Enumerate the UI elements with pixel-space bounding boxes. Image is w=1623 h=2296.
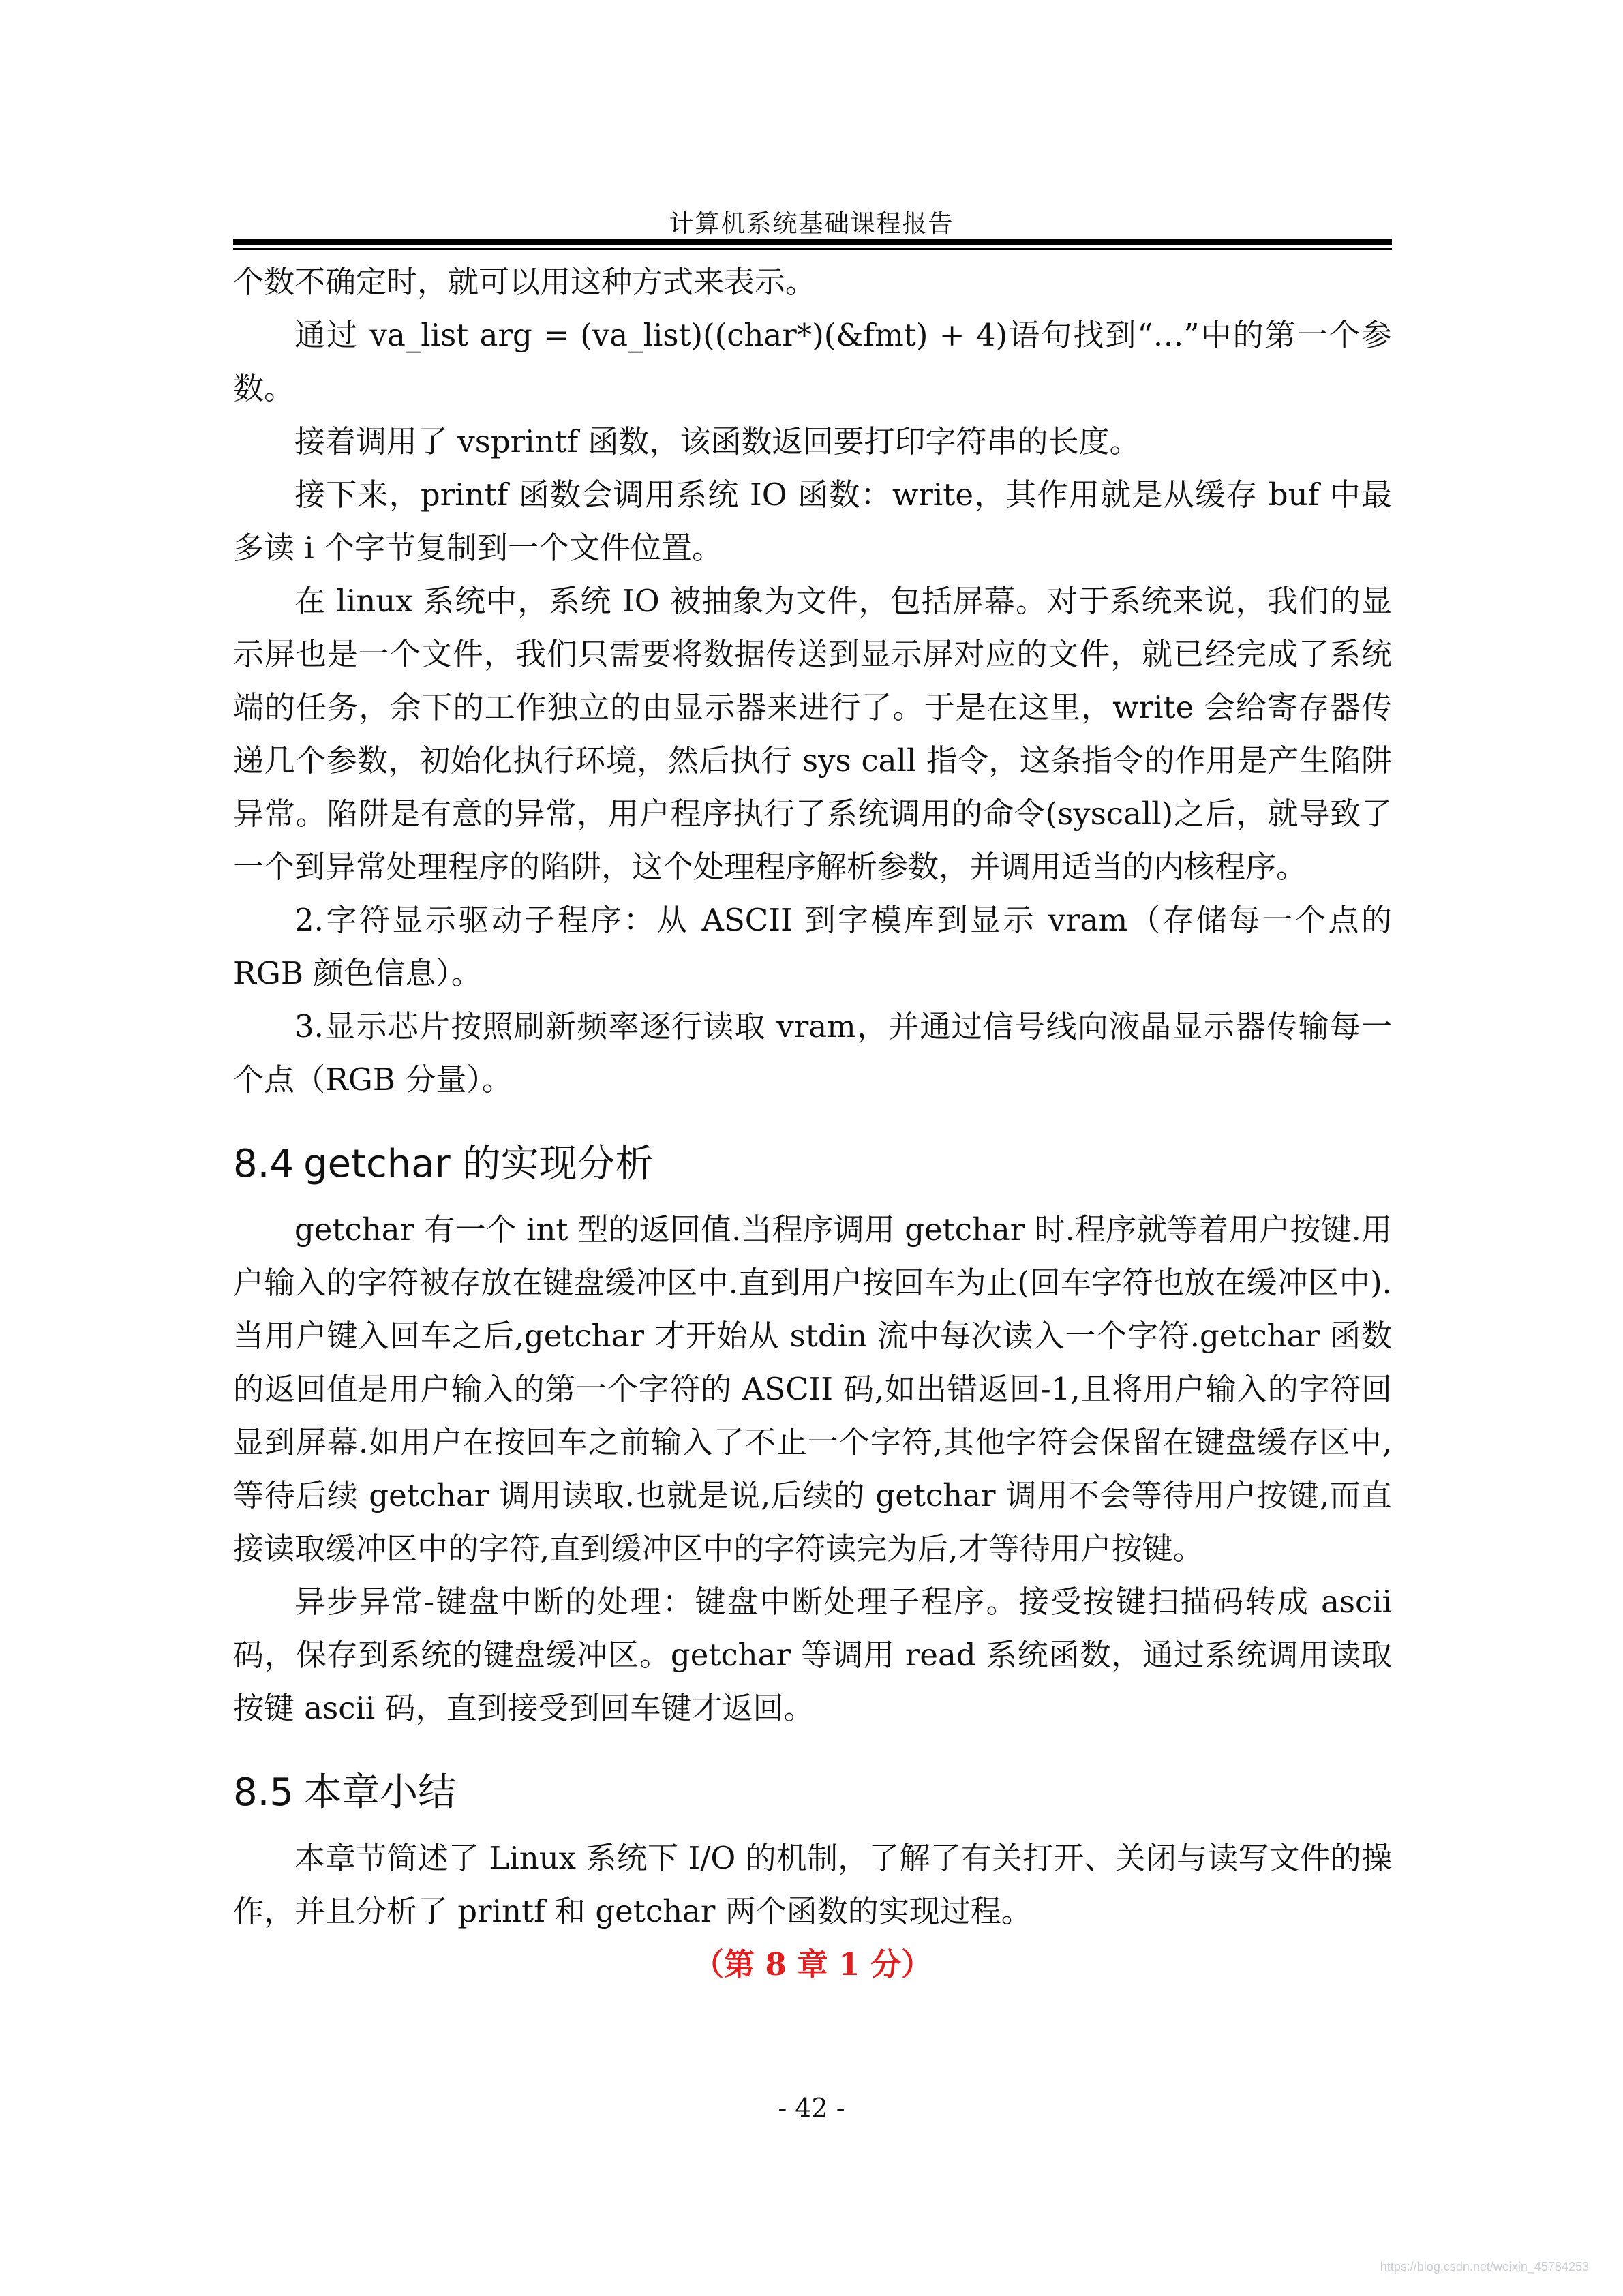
header-rule-thick bbox=[233, 239, 1392, 245]
header-rule-thin bbox=[233, 248, 1392, 250]
watermark: https://blog.csdn.net/weixin_45784253 bbox=[1380, 2260, 1589, 2274]
paragraph: 通过 va_list arg = (va_list)((char*)(&fmt) + 4)语句找到“…”中的第一个参数。 bbox=[233, 317, 1392, 406]
paragraph: 在 linux 系统中，系统 IO 被抽象为文件，包括屏幕。对于系统来说，我们的显示屏也是一个文件，我们只需要将数据传送到显示屏对应的文件，就已经完成了系统端的任务，余下的工作独立的由显示器来进行了。于是在这里，write 会给寄存器传递几个参数，初始化执行环境，然后执行 sys call 指令，这条指令的作用是产生陷阱异常。陷阱是有意的异常，用户程序执行了系统调用的命令(syscall)之后，就导致了一个到异常处理程序的陷阱，这个处理程序解析参数，并调用适当的内核程序。 bbox=[233, 583, 1392, 885]
paragraph: getchar 有一个 int 型的返回值.当程序调用 getchar 时.程序就等着用户按键.用户输入的字符被存放在键盘缓冲区中.直到用户按回车为止(回车字符也放在缓冲区中).当用户键入回车之后,getchar 才开始从 stdin 流中每次读入一个字符.getchar 函数的返回值是用户输入的第一个字符的 ASCII 码,如出错返回-1,且将用户输入的字符回显到屏幕.如用户在按回车之前输入了不止一个字符,其他字符会保留在键盘缓存区中,等待后续 getchar 调用读取.也就是说,后续的 getchar 调用不会等待用户按键,而直接读取缓冲区中的字符,直到缓冲区中的字符读完为后,才等待用户按键。 bbox=[233, 1211, 1392, 1567]
page-number: - 42 - bbox=[778, 2093, 845, 2123]
paragraph: 接下来，printf 函数会调用系统 IO 函数：write，其作用就是从缓存 buf 中最多读 i 个字节复制到一个文件位置。 bbox=[233, 477, 1392, 566]
paragraph: 个数不确定时，就可以用这种方式来表示。 bbox=[233, 264, 817, 300]
paragraph: 本章节简述了 Linux 系统下 I/O 的机制，了解了有关打开、关闭与读写文件的操作，并且分析了 printf 和 getchar 两个函数的实现过程。 bbox=[233, 1840, 1392, 1929]
paragraph: 接着调用了 vsprintf 函数，该函数返回要打印字符串的长度。 bbox=[294, 423, 1140, 459]
section-title: getchar 的实现分析 bbox=[303, 1142, 654, 1186]
paragraph: 异步异常-键盘中断的处理：键盘中断处理子程序。接受按键扫描码转成 ascii 码，保存到系统的键盘缓冲区。getchar 等调用 read 系统函数，通过系统调用读取按键 ascii 码，直到接受到回车键才返回。 bbox=[233, 1584, 1392, 1726]
section-heading-8-4 bbox=[233, 1134, 1392, 1195]
score-note: （第 8 章 1 分） bbox=[693, 1946, 932, 1982]
page-header-title: 计算机系统基础课程报告 bbox=[669, 210, 954, 238]
paragraph: 3.显示芯片按照刷新频率逐行读取 vram，并通过信号线向液晶显示器传输每一个点（RGB 分量）。 bbox=[233, 1008, 1392, 1098]
section-heading-8-5 bbox=[233, 1762, 1392, 1824]
paragraph: 2.字符显示驱动子程序：从 ASCII 到字模库到显示 vram（存储每一个点的 RGB 颜色信息）。 bbox=[233, 902, 1392, 991]
section-number: 8.5 bbox=[233, 1770, 294, 1815]
section-number: 8.4 bbox=[233, 1142, 294, 1186]
page-body bbox=[233, 256, 1392, 2022]
section-title: 本章小结 bbox=[303, 1770, 457, 1815]
